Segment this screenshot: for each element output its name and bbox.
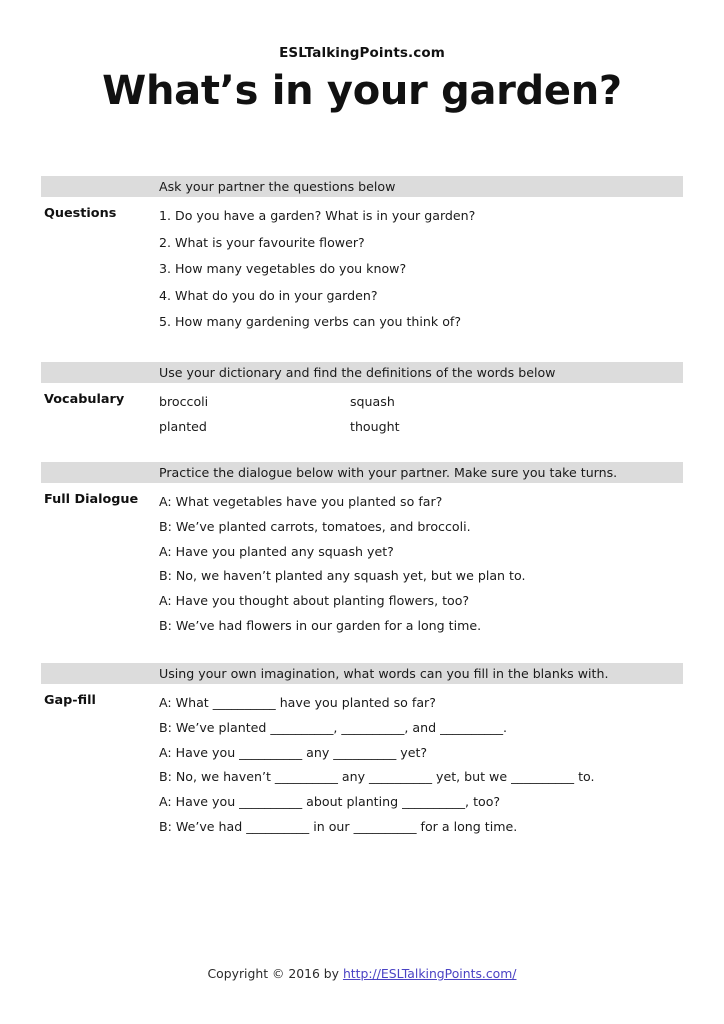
list-item: 1. Do you have a garden? What is in your garden?: [159, 208, 476, 223]
section-full-dialogue: [41, 462, 683, 641]
instruction-text: Ask your partner the questions below: [159, 179, 396, 194]
section-body-full-dialogue: [41, 483, 683, 641]
list-item: A: Have you __________ any __________ yet?: [159, 744, 428, 760]
section-body-gap-fill: [41, 684, 683, 842]
gap-fill-list: [41, 693, 683, 842]
section-label-full-dialogue: Full Dialogue: [44, 492, 139, 507]
section-instruction-bar-vocabulary: [41, 362, 683, 383]
list-item: A: What __________ have you planted so far?: [159, 695, 436, 710]
list-item: 2. What is your favourite flower?: [159, 234, 365, 250]
footer: [0, 966, 724, 981]
list-item: B: We’ve had __________ in our __________ for a long time.: [159, 818, 518, 834]
vocabulary-word: planted: [159, 419, 207, 434]
page-title: What’s in your garden?: [102, 68, 622, 114]
list-item: 5. How many gardening verbs can you think of?: [159, 314, 462, 329]
questions-list: [41, 206, 683, 339]
copyright-text: Copyright © 2016 by: [207, 966, 343, 981]
list-item: B: We’ve had flowers in our garden for a long time.: [159, 617, 482, 633]
section-body-questions: [41, 197, 683, 339]
list-item: A: What vegetables have you planted so far?: [159, 494, 443, 509]
vocabulary-word: squash: [350, 394, 395, 409]
footer-website-link[interactable]: http://ESLTalkingPoints.com/: [342, 966, 517, 981]
section-vocabulary: [41, 362, 683, 442]
site-name: ESLTalkingPoints.com: [279, 45, 445, 61]
list-item: 3. How many vegetables do you know?: [159, 261, 407, 276]
table-row: [159, 392, 683, 417]
table-row: [159, 417, 683, 442]
list-item: B: No, we haven’t __________ any __________ yet, but we __________ to.: [159, 769, 595, 785]
list-item: 4. What do you do in your garden?: [159, 287, 378, 303]
vocabulary-list: [41, 392, 683, 442]
section-label-vocabulary: Vocabulary: [44, 392, 125, 407]
vocabulary-word: thought: [350, 419, 400, 434]
full-dialogue-list: [41, 492, 683, 641]
list-item: B: No, we haven’t planted any squash yet, but we plan to.: [159, 568, 526, 584]
section-label-gap-fill: Gap-fill: [44, 693, 96, 708]
list-item: A: Have you planted any squash yet?: [159, 543, 394, 559]
section-questions: [41, 176, 683, 339]
list-item: B: We’ve planted __________, __________, and __________.: [159, 719, 508, 735]
section-label-questions: Questions: [44, 206, 117, 221]
instruction-text: Use your dictionary and find the definitions of the words below: [159, 365, 556, 380]
list-item: A: Have you __________ about planting __________, too?: [159, 794, 501, 810]
list-item: B: We’ve planted carrots, tomatoes, and broccoli.: [159, 518, 471, 534]
list-item: A: Have you thought about planting flowers, too?: [159, 593, 470, 609]
section-instruction-bar-full-dialogue: [41, 462, 683, 483]
section-body-vocabulary: [41, 383, 683, 442]
instruction-text: Practice the dialogue below with your partner. Make sure you take turns.: [159, 465, 618, 480]
instruction-text: Using your own imagination, what words can you fill in the blanks with.: [159, 666, 609, 681]
vocabulary-word: broccoli: [159, 394, 209, 409]
section-instruction-bar-gap-fill: [41, 663, 683, 684]
section-gap-fill: [41, 663, 683, 842]
section-instruction-bar-questions: [41, 176, 683, 197]
